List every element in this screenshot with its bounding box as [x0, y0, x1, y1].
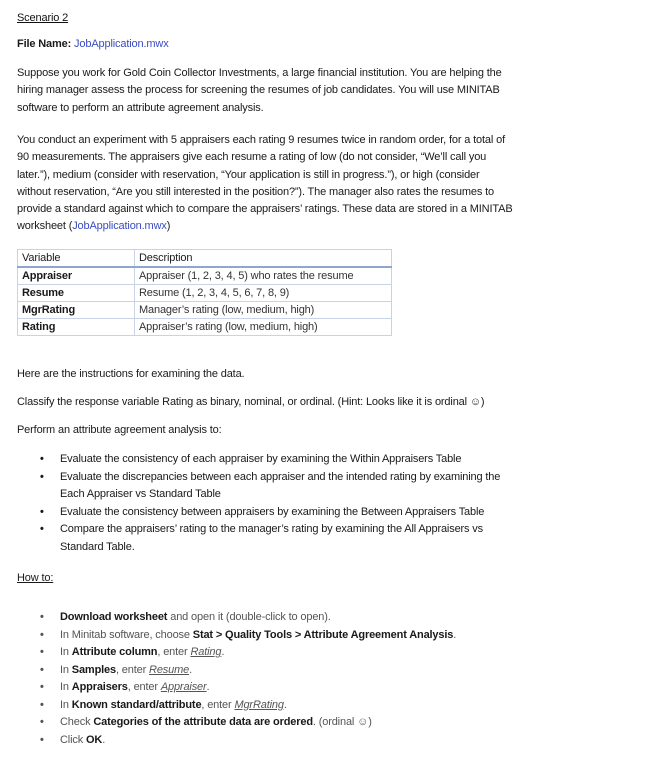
howto-step — [40, 732, 456, 750]
ui-term: OK — [86, 733, 103, 746]
variable-cell: Resume — [18, 285, 135, 302]
goal-line: • Compare the appraisers’ rating to the manager’s rating by examining the All Appraisers vs — [60, 523, 484, 535]
column-name: Appraiser — [160, 681, 207, 693]
paragraph-line: hiring manager assess the process for screening the resumes of job candidates. You will use MINITAB — [17, 84, 500, 97]
paragraph-line: Suppose you work for Gold Coin Collector Investments, a large financial institution. You are helping the — [17, 67, 502, 79]
paragraph-line: software to perform an attribute agreement analysis. — [17, 101, 264, 114]
column-name: MgrRating — [234, 698, 284, 711]
text: . — [283, 698, 287, 711]
text: , enter — [115, 663, 150, 676]
text: . — [221, 646, 225, 658]
goal-line: Standard Table. — [60, 540, 135, 553]
worksheet-link[interactable]: JobApplication.mwx — [72, 220, 167, 233]
text: . — [102, 733, 106, 746]
ui-term: Categories of the attribute data are ordered — [93, 716, 313, 728]
description-cell: Appraiser’s rating (low, medium, high) — [135, 319, 392, 336]
column-header: Variable — [18, 250, 135, 268]
text: worksheet ( — [17, 220, 73, 233]
variable-cell: Appraiser — [18, 267, 135, 285]
column-name: Resume — [149, 663, 190, 676]
instructions-intro: Here are the instructions for examining the data. — [17, 368, 245, 380]
ui-term: Samples — [71, 663, 116, 676]
text: In — [60, 663, 72, 676]
paragraph-line: provide a standard against which to compare the appraisers’ ratings. These data are stored in a MINITAB — [17, 203, 513, 216]
variable-cell: Rating — [18, 319, 135, 336]
goal-item — [40, 469, 500, 504]
ui-term: Stat > Quality Tools > Attribute Agreement Analysis — [192, 628, 454, 641]
howto-step — [40, 679, 456, 697]
text: In — [60, 698, 72, 711]
file-name-line — [17, 38, 169, 50]
table-row — [18, 267, 392, 285]
text: , enter — [157, 646, 191, 658]
variable-table — [17, 249, 392, 336]
description-cell: Appraiser (1, 2, 3, 4, 5) who rates the resume — [135, 267, 392, 285]
text: and open it (double-click to open). — [167, 611, 331, 623]
text: . — [206, 681, 210, 693]
text: In Minitab software, choose — [60, 628, 193, 641]
perform-instruction: Perform an attribute agreement analysis to: — [17, 424, 222, 436]
text: , enter — [201, 698, 235, 711]
howto-step — [40, 697, 456, 715]
file-name-link[interactable]: JobApplication.mwx — [74, 38, 169, 50]
text: . (ordinal ☺) — [312, 716, 372, 728]
text: In — [60, 646, 72, 658]
text: ) — [166, 220, 171, 233]
text: . — [189, 663, 192, 676]
text: Check — [60, 716, 94, 728]
paragraph-line: 90 measurements. The appraisers give each resume a rating of low (do not consider, “We’ll call you — [17, 151, 487, 164]
table-row — [18, 302, 392, 319]
howto-step — [40, 609, 456, 627]
table-row — [18, 319, 392, 336]
howto-step — [40, 662, 456, 680]
scenario-heading: Scenario 2 — [17, 12, 69, 24]
variable-cell: MgrRating — [18, 302, 135, 319]
text: , enter — [127, 681, 161, 693]
goal-line: • Evaluate the consistency of each appraiser by examining the Within Appraisers Table — [60, 453, 462, 465]
text: In — [60, 681, 72, 693]
ui-term: Appraisers — [71, 681, 128, 693]
goal-line: • Evaluate the discrepancies between each appraiser and the intended rating by examining the — [60, 470, 501, 483]
paragraph-line — [17, 218, 513, 235]
description-cell: Resume (1, 2, 3, 4, 5, 6, 7, 8, 9) — [135, 285, 392, 302]
goal-item — [40, 504, 500, 522]
table-header-row — [18, 250, 392, 268]
column-name: Rating — [190, 646, 222, 658]
goal-line: Each Appraiser vs Standard Table — [60, 488, 221, 500]
paragraph-line: without reservation, “Are you still interested in the position?”). The manager also rates the resumes to — [17, 185, 494, 198]
howto-step — [40, 714, 456, 732]
intro-paragraph — [17, 65, 502, 117]
ui-term: Known standard/attribute — [71, 698, 202, 711]
text: . — [453, 628, 457, 641]
paragraph-line: later.”), medium (consider with reservation, “Your application is still in progress.”), or high (consider — [17, 168, 480, 181]
experiment-paragraph — [17, 132, 513, 236]
goal-item — [40, 451, 500, 469]
classify-instruction: Classify the response variable Rating as binary, nominal, or ordinal. (Hint: Looks like it is ordinal ☺) — [17, 396, 485, 408]
ui-term: Download worksheet — [60, 611, 168, 623]
howto-step — [40, 644, 456, 662]
goal-line: • Evaluate the consistency between appraisers by examining the Between Appraisers Table — [60, 505, 485, 518]
description-cell: Manager’s rating (low, medium, high) — [135, 302, 392, 319]
goal-item — [40, 521, 500, 556]
paragraph-line: You conduct an experiment with 5 appraisers each rating 9 resumes twice in random order, for a total of — [17, 134, 505, 146]
file-name-label: File Name: — [17, 38, 72, 50]
table-row — [18, 285, 392, 302]
howto-step — [40, 627, 456, 645]
goals-list — [40, 451, 500, 556]
text: Click — [60, 733, 86, 746]
howto-title: How to: — [17, 572, 54, 584]
ui-term: Attribute column — [71, 646, 158, 658]
column-header: Description — [135, 250, 392, 268]
howto-list — [40, 609, 456, 749]
